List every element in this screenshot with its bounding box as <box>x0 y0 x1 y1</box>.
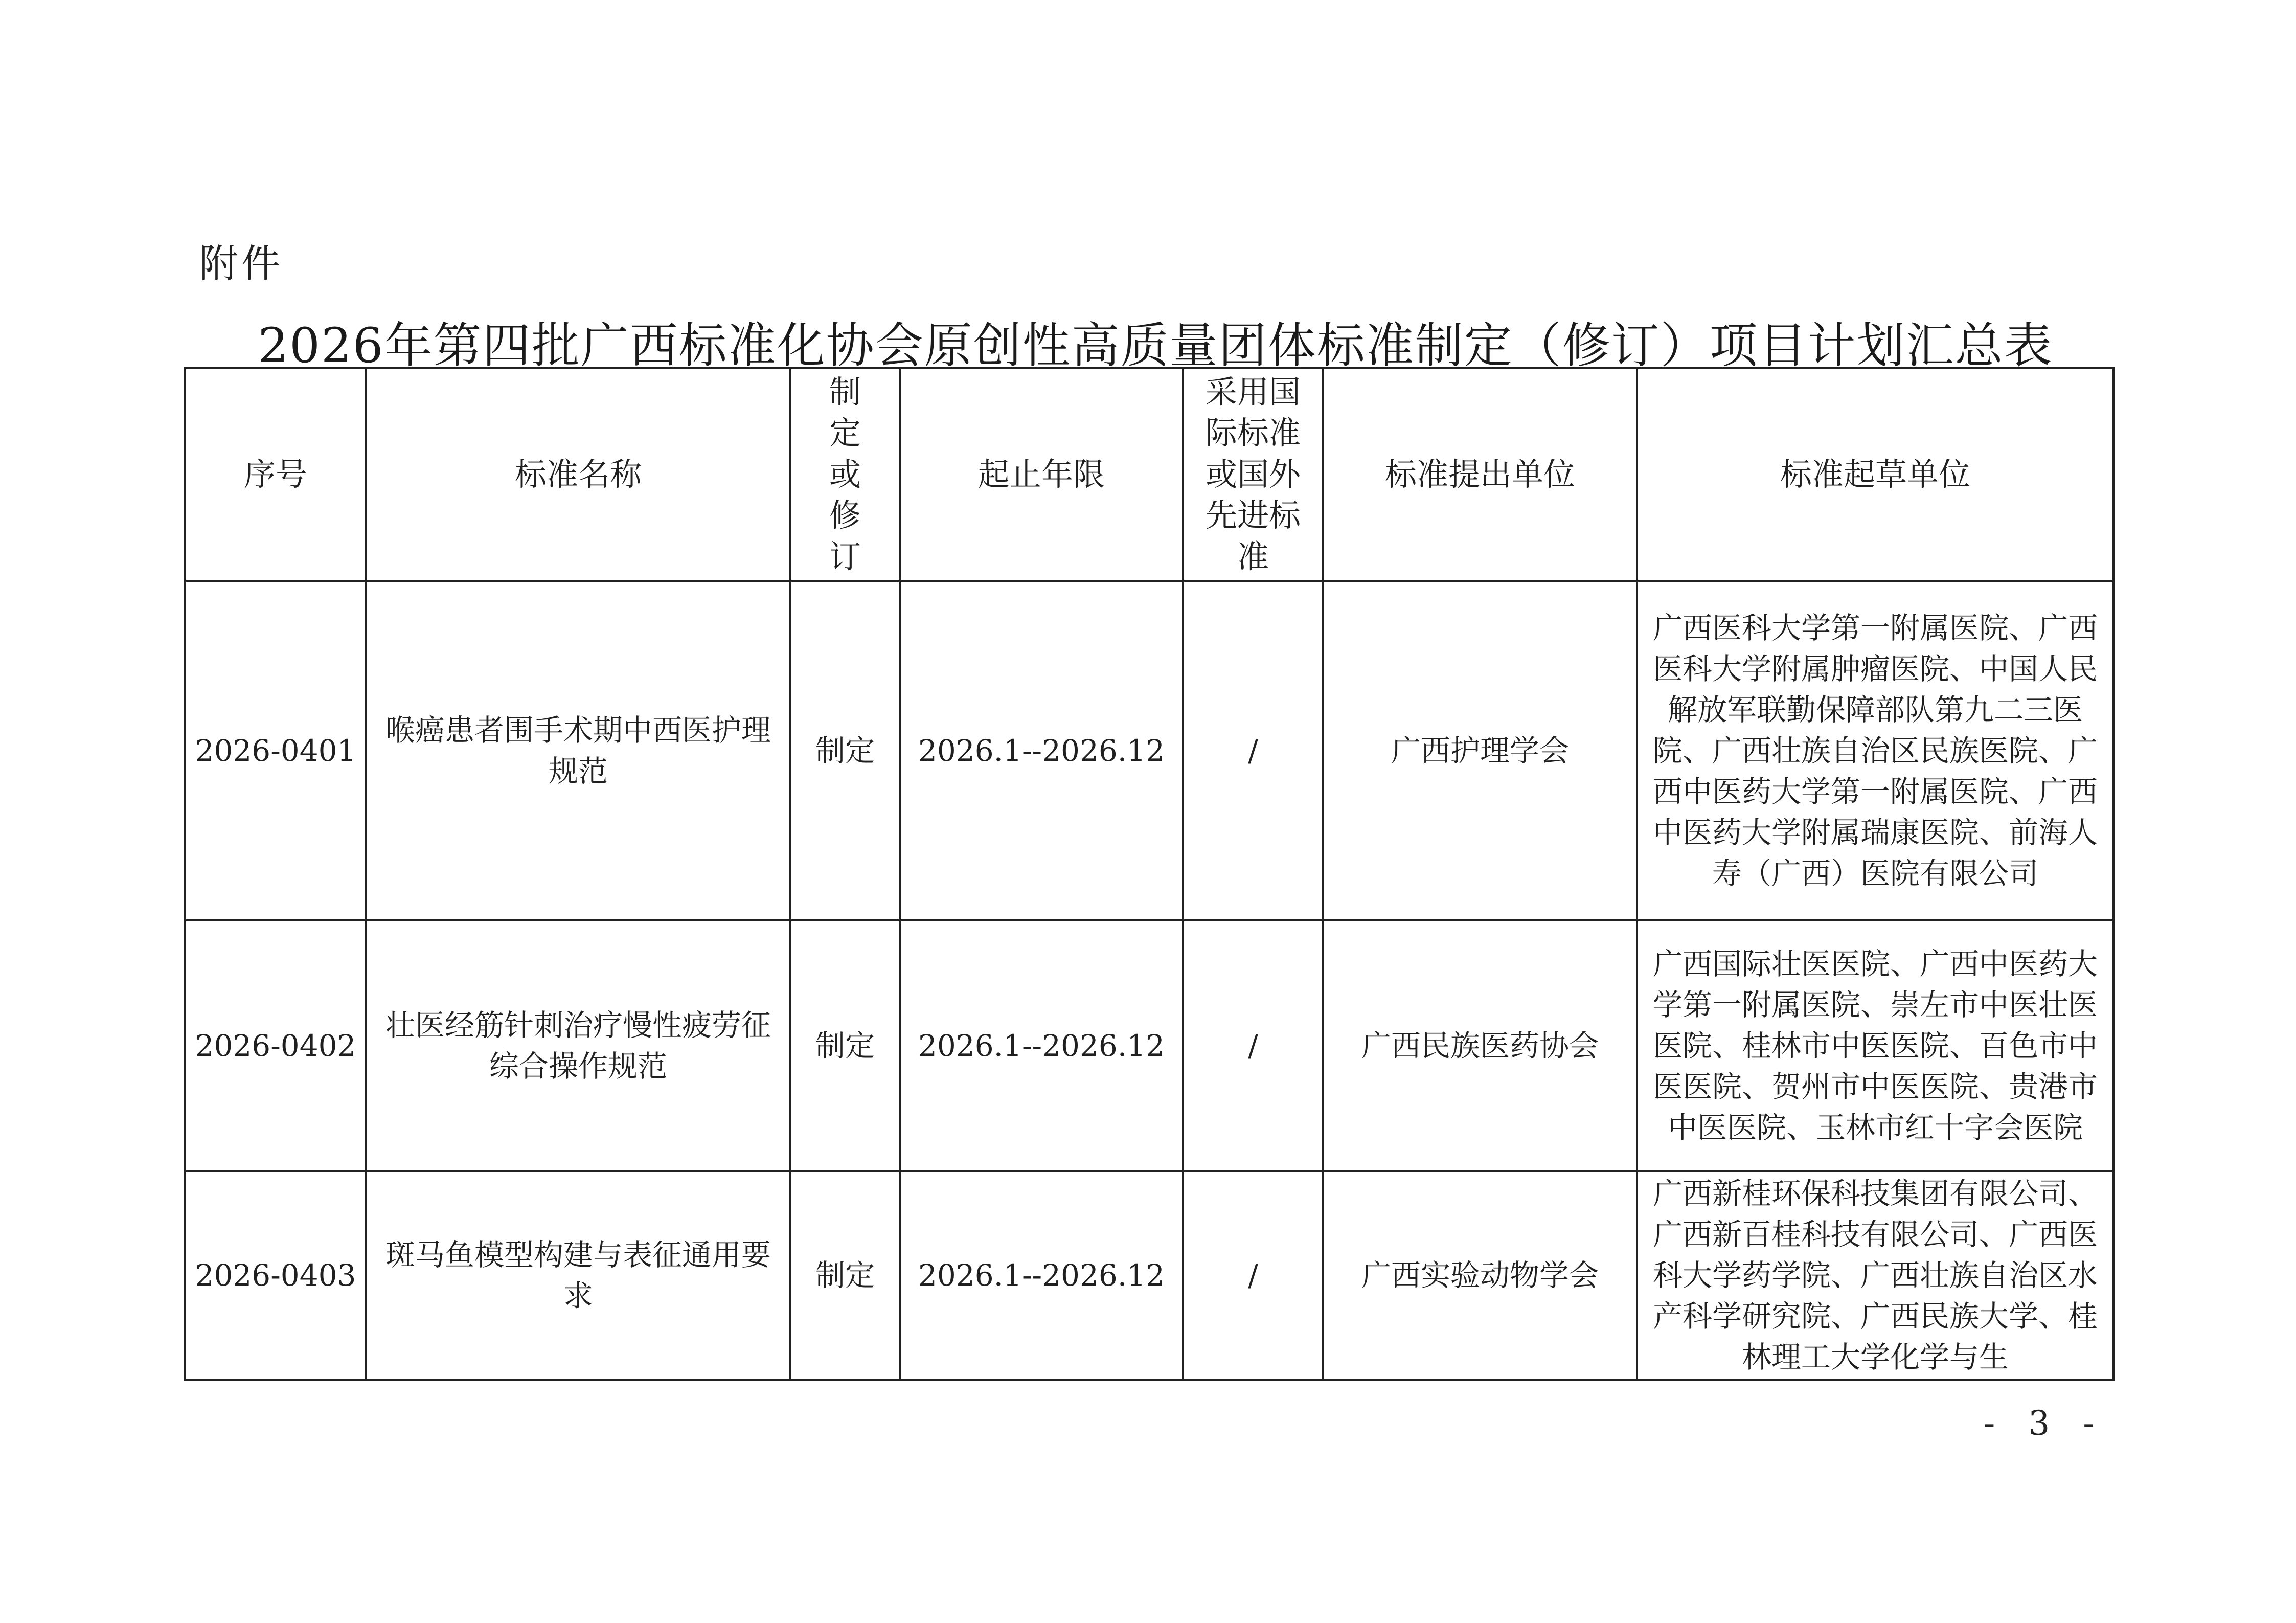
row-drafters: 广西医科大学第一附属医院、广西医科大学附属肿瘤医院、中国人民解放军联勤保障部队第九二三医院、广西壮族自治区民族医院、广西中医药大学第一附属医院、广西中医药大学附属瑞康医院、前海人寿（广西）医院有限公司 <box>1637 581 2113 920</box>
document-title: 2026年第四批广西标准化协会原创性高质量团体标准制定（修订）项目计划汇总表 <box>258 318 2053 374</box>
row-drafters: 广西新桂环保科技集团有限公司、广西新百桂科技有限公司、广西医科大学药学院、广西壮族自治区水产科学研究院、广西民族大学、桂林理工大学化学与生 <box>1637 1171 2113 1380</box>
row-proposer: 广西护理学会 <box>1323 581 1637 920</box>
header-period: 起止年限 <box>900 368 1183 581</box>
row-type: 制定 <box>790 920 900 1171</box>
table-row <box>185 1171 2113 1380</box>
row-proposer: 广西实验动物学会 <box>1323 1171 1637 1380</box>
header-drafters: 标准起草单位 <box>1637 368 2113 581</box>
page-number: - 3 - <box>1984 1404 2106 1443</box>
row-period: 2026.1--2026.12 <box>900 581 1183 920</box>
row-standard-name: 喉癌患者围手术期中西医护理规范 <box>366 581 790 920</box>
header-serial: 序号 <box>185 368 366 581</box>
row-standard-name: 斑马鱼模型构建与表征通用要求 <box>366 1171 790 1380</box>
attachment-label: 附件 <box>199 241 283 286</box>
header-formulate-or-revise: 制定或修订 <box>790 368 900 581</box>
table-header-row <box>185 368 2113 581</box>
row-period: 2026.1--2026.12 <box>900 920 1183 1171</box>
row-code: 2026-0403 <box>185 1171 366 1380</box>
row-type: 制定 <box>790 1171 900 1380</box>
row-adopted: / <box>1183 1171 1323 1380</box>
row-adopted: / <box>1183 920 1323 1171</box>
header-adopted-standard: 采用国际标准或国外先进标准 <box>1183 368 1323 581</box>
table-row <box>185 920 2113 1171</box>
row-adopted: / <box>1183 581 1323 920</box>
table-row <box>185 581 2113 920</box>
row-type: 制定 <box>790 581 900 920</box>
row-period: 2026.1--2026.12 <box>900 1171 1183 1380</box>
row-standard-name: 壮医经筋针刺治疗慢性疲劳征综合操作规范 <box>366 920 790 1171</box>
header-proposer: 标准提出单位 <box>1323 368 1637 581</box>
row-code: 2026-0401 <box>185 581 366 920</box>
project-plan-table <box>184 367 2115 1381</box>
row-drafters: 广西国际壮医医院、广西中医药大学第一附属医院、崇左市中医壮医医院、桂林市中医医院、百色市中医医院、贺州市中医医院、贵港市中医医院、玉林市红十字会医院 <box>1637 920 2113 1171</box>
row-proposer: 广西民族医药协会 <box>1323 920 1637 1171</box>
row-code: 2026-0402 <box>185 920 366 1171</box>
header-standard-name: 标准名称 <box>366 368 790 581</box>
